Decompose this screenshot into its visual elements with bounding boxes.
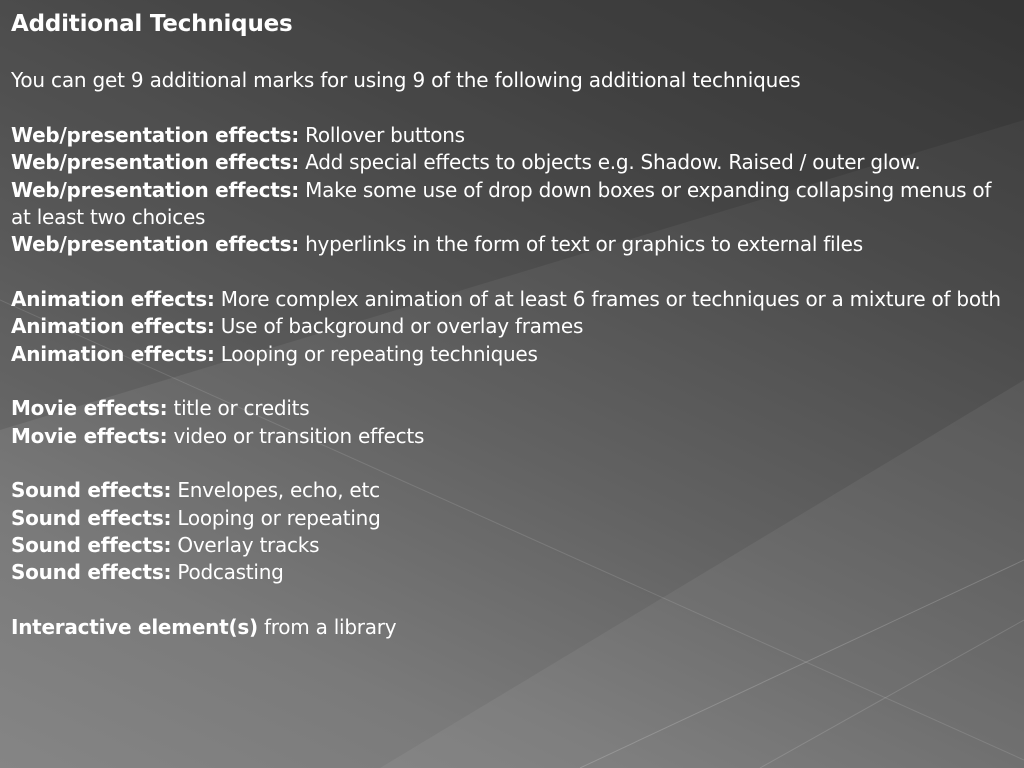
list-item [11, 149, 1016, 176]
item-label: Sound effects: [11, 478, 172, 503]
list-item [11, 313, 1016, 340]
interactive-elements-group [11, 614, 1016, 641]
item-text: Envelopes, echo, etc [171, 478, 380, 503]
intro-text: You can get 9 additional marks for using 9 of the following additional techniques [11, 68, 801, 92]
list-item [11, 532, 1016, 559]
item-text: Looping or repeating techniques [214, 341, 538, 366]
list-item [11, 423, 1016, 450]
slide-content [11, 8, 1016, 641]
animation-effects-group [11, 286, 1016, 368]
list-item [11, 477, 1016, 504]
item-text: More complex animation of at least 6 frames or techniques or a mixture of both [214, 286, 1001, 311]
item-label: Sound effects: [11, 533, 172, 558]
list-item [11, 231, 1016, 258]
sound-effects-group [11, 477, 1016, 586]
list-item [11, 505, 1016, 532]
item-label: Sound effects: [11, 560, 172, 585]
item-label: Movie effects: [11, 396, 168, 421]
item-label: Web/presentation effects: [11, 232, 299, 257]
item-text: title or credits [167, 396, 310, 421]
movie-effects-group [11, 395, 1016, 450]
list-item [11, 395, 1016, 422]
item-text: from a library [257, 615, 397, 640]
item-text: Podcasting [171, 560, 284, 585]
item-label: Web/presentation effects: [11, 150, 299, 175]
web-effects-group [11, 122, 1016, 258]
item-label: Animation effects: [11, 341, 215, 366]
item-text: Add special effects to objects e.g. Shadow. Raised / outer glow. [299, 150, 921, 175]
list-item [11, 286, 1016, 313]
list-item [11, 559, 1016, 586]
item-label: Web/presentation effects: [11, 123, 299, 147]
item-label: Sound effects: [11, 505, 172, 530]
item-text: Make some use of drop down boxes or expanding collapsing menus of at least two choices [11, 177, 992, 229]
list-item [11, 341, 1016, 368]
item-text: video or transition effects [167, 423, 425, 448]
item-text: Rollover buttons [299, 123, 465, 147]
item-label: Web/presentation effects: [11, 177, 299, 202]
list-item [11, 122, 1016, 149]
item-text: hyperlinks in the form of text or graphics to external files [299, 232, 863, 257]
item-text: Overlay tracks [171, 533, 320, 558]
list-item [11, 177, 1016, 232]
list-item [11, 614, 1016, 641]
item-text: Use of background or overlay frames [214, 314, 584, 339]
slide-title: Additional Techniques [11, 11, 293, 37]
item-label: Movie effects: [11, 423, 168, 448]
item-label: Animation effects: [11, 286, 215, 311]
item-text: Looping or repeating [171, 505, 381, 530]
item-label: Interactive element(s) [11, 615, 258, 640]
item-label: Animation effects: [11, 314, 215, 339]
